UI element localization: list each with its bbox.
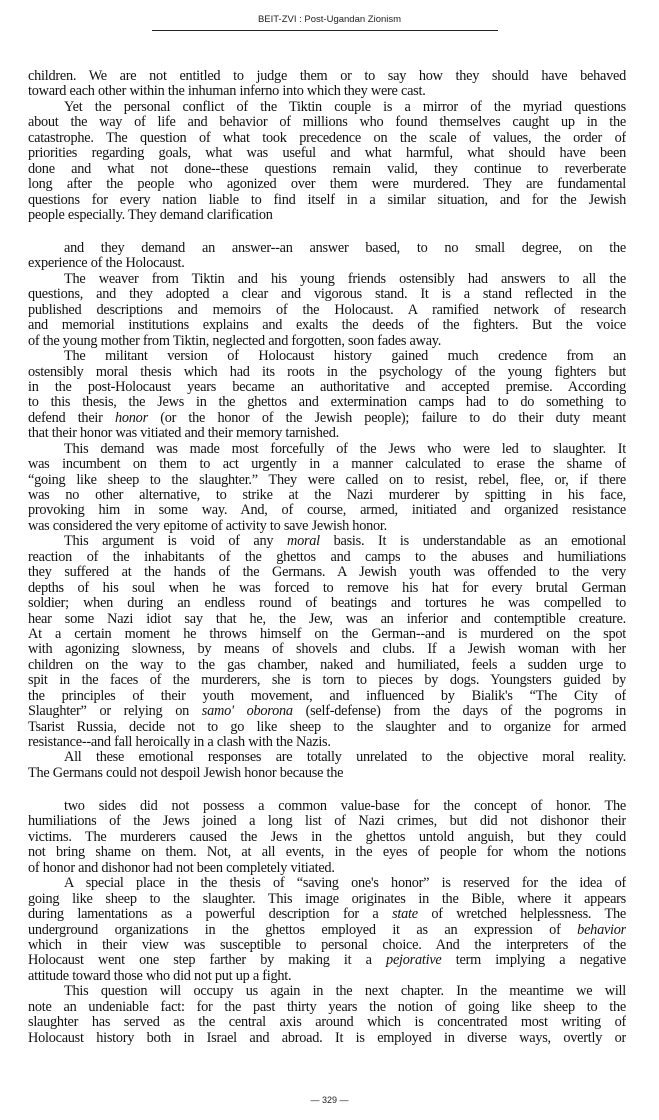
text-line: The militant version of Holocaust history gained much credence from an [64, 349, 626, 365]
text-line [28, 411, 626, 426]
italic-emphasis: moral [287, 534, 320, 550]
text-block-1 [28, 69, 626, 223]
text-run: defend their [28, 410, 115, 426]
text-block-3 [28, 799, 626, 1046]
text-line: and memorial institutions explains and exalts the deeds of the fighters. But the voice [28, 318, 626, 334]
text-line: done and what not done--these questions remain valid, they continue to reverberate [28, 161, 626, 177]
text-line: was considered the very epitome of activity to save Jewish honor. [28, 518, 387, 534]
text-block-2 [28, 241, 626, 781]
text-line: which in their view was susceptible to personal choice. And the interpreters of the [28, 937, 626, 953]
text-line: victims. The murderers caused the Jews in the ghettos untold anguish, but they could [28, 829, 626, 845]
text-line: was no other alternative, to strike at the Nazi murderer by spitting in his face, [28, 488, 626, 503]
text-line: in the post-Holocaust years became an authoritative and accepted premise. According [28, 379, 626, 395]
text-run: (or the honor of the Jewish people); failure to do their duty meant [147, 410, 626, 426]
text-line: ostensibly moral thesis which had its roots in the psychology of the young fighters but [28, 364, 626, 380]
text-line: that their honor was vitiated and their memory tarnished. [28, 426, 339, 442]
text-line: reaction of the inhabitants of the ghettos and camps to the abuses and humiliations [28, 549, 626, 565]
text-line: The weaver from Tiktin and his young friends ostensibly had answers to all the [64, 271, 626, 287]
text-line [28, 704, 626, 719]
italic-emphasis: pejorative [386, 953, 442, 969]
text-line: This demand was made most forcefully of the Jews who were led to slaughter. It [64, 441, 626, 457]
text-line: going like sheep to the slaughter. This image originates in the Bible, where it appears [28, 891, 626, 907]
text-line: This question will occupy us again in the next chapter. In the meantime we will [64, 984, 626, 1000]
text-line: not bring shame on them. Not, at all events, in the eyes of people for whom the notions [28, 845, 626, 861]
text-run: underground organizations in the ghettos employed it as an expression of [28, 922, 578, 938]
text-line: the principles of their youth movement, and influenced by Bialik's “The City of [28, 688, 626, 704]
text-line: At a certain moment he throws himself on the German--and is murdered on the spot [28, 626, 626, 642]
text-line: humiliations of the Jews joined a long list of Nazi crimes, but did not dishonor their [28, 814, 626, 830]
italic-emphasis: honor [114, 410, 148, 426]
text-line: Yet the personal conflict of the Tiktin couple is a mirror of the myriad questions [64, 99, 626, 115]
page-number: — 329 — [310, 1095, 349, 1105]
text-line: of honor and dishonor had not been completely vitiated. [28, 860, 335, 876]
text-line: A special place in the thesis of “saving one's honor” is reserved for the idea of [64, 876, 626, 892]
text-run: This argument is void of any [64, 534, 287, 550]
text-run: during lamentations as a powerful description for a [28, 907, 393, 923]
text-line: two sides did not possess a common value-base for the concept of honor. The [64, 799, 626, 814]
text-line: questions for every nation liable to find itself in a similar situation, and for the Jewish [28, 192, 626, 208]
text-run: Slaughter” or relying on [28, 704, 202, 720]
running-header: BEIT-ZVI : Post-Ugandan Zionism [257, 14, 402, 25]
text-line: to this thesis, the Jews in the ghettos and extermination camps had to do something to [28, 395, 626, 411]
text-line: they suffered at the hands of the Germans. A Jewish youth was offended to the very [28, 565, 626, 581]
text-line: long after the people who agonized over them were murdered. They are fundamental [28, 177, 626, 193]
text-line: soldier; when during an endless round of beatings and tortures he was compelled to [28, 596, 626, 612]
text-line [28, 953, 626, 968]
text-line: toward each other within the inhuman inferno into which they were cast. [28, 84, 426, 100]
text-line [28, 907, 626, 922]
text-line: of the young mother from Tiktin, neglected and forgotten, soon fades away. [28, 333, 442, 349]
text-line: Holocaust history both in Israel and abroad. It is employed in diverse ways, overtly or [28, 1030, 626, 1046]
text-line: about the way of life and behavior of millions who found themselves caught up in the [28, 115, 626, 131]
text-line: published descriptions and memoirs of the Holocaust. A ramified network of research [28, 302, 626, 318]
text-line: attitude toward those who did not put up a fight. [28, 968, 292, 984]
text-line: with agonizing slowness, by means of shovels and clubs. If a Jewish woman with her [28, 642, 626, 658]
text-line: The Germans could not despoil Jewish honor because the [28, 765, 344, 781]
text-line: hear some Nazi idiot say that he, the Jew, was an inferior and contemptible creature. [28, 611, 626, 627]
text-line: note an undeniable fact: for the past thirty years the notion of going like sheep to the [28, 999, 626, 1015]
text-line: Tsarist Russia, decide not to go like sheep to the slaughter and to organize for armed [28, 719, 626, 735]
text-line: was incumbent on them to act urgently in a manner calculated to erase the shame of [28, 457, 626, 473]
text-line: and they demand an answer--an answer based, to no small degree, on the [64, 241, 626, 256]
text-line: catastrophe. The question of what took precedence on the scale of values, the order of [28, 130, 626, 146]
italic-emphasis: behavior [577, 922, 626, 938]
text-run: term implying a negative [441, 953, 626, 969]
text-line: experience of the Holocaust. [28, 256, 185, 272]
text-line: resistance--and fall heroically in a clash with the Nazis. [28, 735, 331, 750]
text-line: spit in the faces of the murderers, she is torn to pieces by dogs. Youngsters guided by [28, 673, 626, 689]
text-line [28, 534, 626, 549]
text-line: “going like sheep to the slaughter.” They were called on to resist, rebel, flee, or, if there [28, 472, 626, 488]
text-line: children on the way to the gas chamber, naked and humiliated, feels a sudden urge to [28, 657, 626, 673]
text-line: questions, and they adopted a clear and vigorous stand. It is a stand reflected in the [28, 287, 626, 303]
text-run: basis. It is understandable as an emotional [319, 534, 626, 550]
text-run: of wretched helplessness. The [417, 907, 626, 923]
text-line: people especially. They demand clarification [28, 207, 273, 223]
text-line [28, 923, 626, 938]
italic-emphasis: state [392, 907, 418, 923]
header-rule [152, 30, 498, 31]
text-line: priorities regarding goals, what was useful and what harmful, what should have been [28, 146, 626, 162]
text-run: Holocaust went one step farther by making it a [28, 953, 387, 969]
italic-emphasis: samo' oborona [201, 704, 293, 720]
text-line: depths of his soul when he was forced to remove his hat for every brutal German [28, 580, 626, 596]
text-line: provoking him in some way. And, of course, armed, initiated and organized resistance [28, 503, 626, 519]
text-line: All these emotional responses are totally unrelated to the objective moral reality. [64, 750, 626, 766]
text-run: (self-defense) from the days of the pogroms in [292, 704, 626, 720]
text-line: slaughter has served as the central axis around which is concentrated most writing of [28, 1015, 626, 1031]
text-line: children. We are not entitled to judge them or to say how they should have behaved [28, 69, 626, 84]
